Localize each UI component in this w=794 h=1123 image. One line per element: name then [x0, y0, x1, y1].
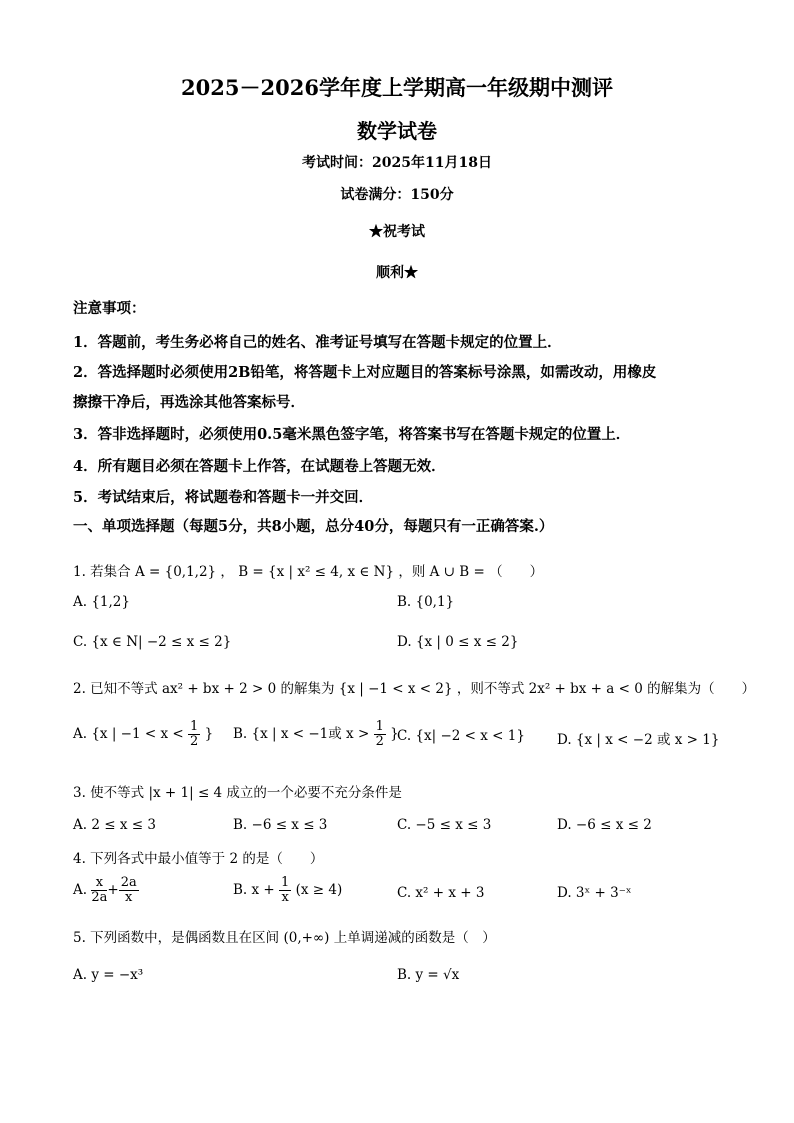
denominator: x [125, 890, 133, 905]
wish-line-1: ★祝考试 [369, 224, 425, 240]
note-3: 3．答非选择题时，必须使用0.5毫米黑色签字笔，将答案书写在答题卡规定的位置上． [73, 426, 631, 443]
notes-heading: 注意事项： [73, 300, 146, 317]
question-2-stem: 2. 已知不等式 ax² + bx + 2 > 0 的解集为 {x | −1 < x < 2} ，则不等式 2x² + bx + a < 0 的解集为（ ） [73, 681, 756, 697]
question-5-stem: 5. 下列函数中，是偶函数且在区间 (0,+∞) 上单调递减的函数是（ ） [73, 930, 496, 946]
question-3-option-a: A. 2 ≤ x ≤ 3 [73, 817, 156, 833]
question-4-option-c: C. x² + x + 3 [397, 885, 485, 901]
option-b-prefix: B. x + [233, 882, 275, 898]
exam-subtitle: 数学试卷 [357, 119, 437, 143]
question-3-stem: 3. 使不等式 |x + 1| ≤ 4 成立的一个必要不充分条件是 [73, 785, 402, 801]
question-1-option-d: D. {x | 0 ≤ x ≤ 2} [397, 634, 519, 650]
question-1-option-a: A. {1,2} [73, 594, 130, 610]
question-4-option-a [73, 876, 139, 905]
question-3-option-d: D. −6 ≤ x ≤ 2 [557, 817, 652, 833]
full-score: 试卷满分：150分 [340, 187, 454, 203]
option-b-prefix: B. {x | x < −1或 x > [233, 726, 370, 742]
numerator: 1 [281, 875, 290, 890]
fraction [119, 876, 139, 905]
fraction [188, 720, 200, 749]
note-2b: 擦擦干净后，再选涂其他答案标号． [73, 394, 305, 411]
question-3-option-c: C. −5 ≤ x ≤ 3 [397, 817, 492, 833]
exam-title: 2025－2026学年度上学期高一年级期中测评 [181, 75, 613, 100]
plus-sign: + [107, 882, 119, 898]
question-1-option-b: B. {0,1} [397, 594, 455, 610]
question-2-option-b [233, 720, 399, 749]
option-b-suffix: } [390, 726, 399, 742]
question-4-option-b [233, 876, 342, 905]
option-a-prefix: A. {x | −1 < x < [73, 726, 184, 742]
question-5-option-b: B. y = √x [397, 967, 460, 983]
numerator: 2a [120, 875, 137, 890]
denominator: x [281, 890, 289, 905]
question-2-option-c: C. {x| −2 < x < 1} [397, 728, 525, 744]
question-2-option-d: D. {x | x < −2 或 x > 1} [557, 732, 720, 748]
denominator: 2 [375, 734, 384, 749]
denominator: 2 [189, 734, 199, 749]
numerator: 1 [375, 719, 384, 734]
fraction [374, 720, 386, 749]
question-1-option-c: C. {x ∈ N| −2 ≤ x ≤ 2} [73, 634, 232, 650]
denominator: 2a [91, 890, 108, 905]
note-5: 5．考试结束后，将试题卷和答题卡一并交回． [73, 489, 374, 506]
option-b-suffix: (x ≥ 4) [295, 882, 343, 898]
fraction [279, 876, 291, 905]
fraction [91, 876, 107, 905]
note-1: 1．答题前，考生务必将自己的姓名、准考证号填写在答题卡规定的位置上． [73, 334, 562, 351]
exam-time: 考试时间：2025年11月18日 [302, 155, 492, 171]
question-2-option-a [73, 720, 213, 749]
question-3-option-b: B. −6 ≤ x ≤ 3 [233, 817, 328, 833]
option-a-suffix: } [204, 726, 214, 742]
numerator: 1 [189, 719, 199, 734]
wish-line-2: 顺利★ [376, 265, 418, 281]
question-4-stem: 4. 下列各式中最小值等于 2 的是（ ） [73, 851, 324, 867]
question-5-option-a: A. y = −x³ [73, 967, 144, 983]
section-1-heading: 一、单项选择题（每题5分，共8小题，总分40分，每题只有一正确答案.） [73, 518, 554, 535]
note-4: 4．所有题目必须在答题卡上作答，在试题卷上答题无效． [73, 458, 446, 475]
note-2a: 2．答选择题时必须使用2B铅笔，将答题卡上对应题目的答案标号涂黑，如需改动，用橡皮 [73, 364, 657, 381]
option-a-label: A. [73, 882, 88, 898]
question-1-stem: 1. 若集合 A = {0,1,2} ， B = {x | x² ≤ 4, x ∈ N} ，则 A ∪ B = （ ） [73, 564, 544, 580]
numerator: x [91, 876, 107, 891]
question-4-option-d: D. 3ˣ + 3⁻ˣ [557, 885, 632, 901]
